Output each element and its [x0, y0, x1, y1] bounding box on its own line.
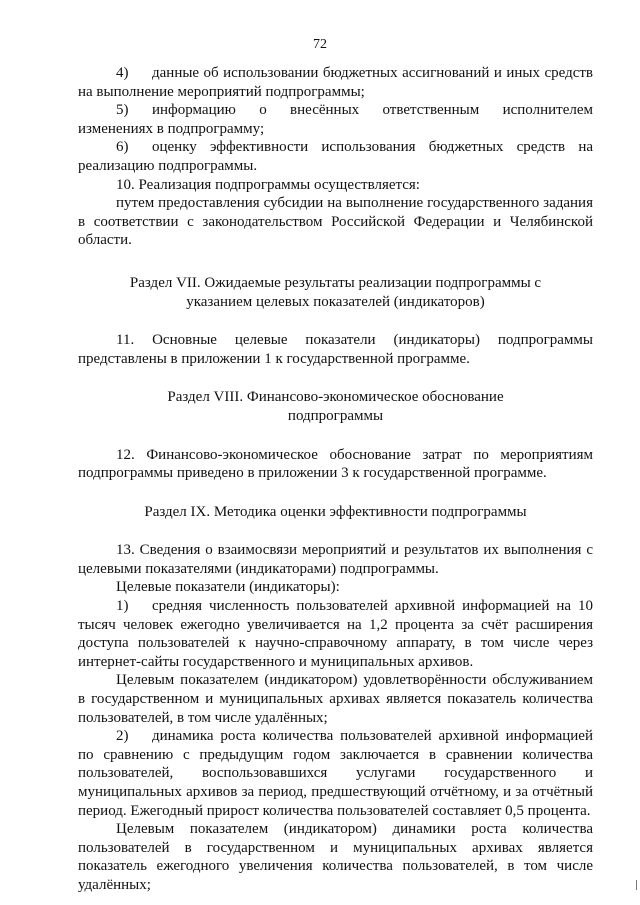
list-item-text: средняя численность пользователей архивной информацией на 10 тысяч человек ежегодно увеличивается на 1,2 процента за счёт расширения доступа пользователей к научно-справочному аппарату, в том числе через интернет-сайты государственного и муниципальных архивов.: [78, 598, 593, 670]
page-body: [78, 64, 593, 895]
scan-edge-mark: [636, 880, 637, 890]
list-item-number: 6): [116, 139, 129, 156]
page-number: 72: [313, 37, 327, 52]
list-item-number: 5): [116, 102, 129, 119]
paragraph-11: 11. Основные целевые показатели (индикаторы) подпрограммы представлены в приложении 1 к государственной программе.: [78, 332, 593, 367]
indicators-intro: Целевые показатели (индикаторы):: [116, 579, 340, 596]
list-item-5: [78, 101, 593, 138]
list-item-number: 4): [116, 65, 129, 81]
indicator-2-note: Целевым показателем (индикатором) динамики роста количества пользователей в государственном и муниципальных архивах является показатель ежегодного увеличения количества пользователей, в том числе удалённых;: [78, 821, 593, 893]
list-item-6: [78, 138, 593, 175]
list-item-text: динамика роста количества пользователей архивной информацией по сравнению с предыдущим годом заключается в сравнении количества пользователей, воспользовавшихся услугами государственного и муниципальных архивов за период, предшествующий отчётному, и за отчётный период. Ежегодный прирост количества пользователей составляет 0,5 процента.: [78, 728, 593, 819]
indicator-1-note: Целевым показателем (индикатором) удовлетворённости обслуживанием в государственном и муниципальных архивах является показатель количества пользователей, в том числе удалённых;: [78, 672, 593, 726]
section-7-title: Раздел VII. Ожидаемые результаты реализации подпрограммы с указанием целевых показателей (индикаторов): [129, 274, 542, 310]
paragraph-10-text: путем предоставления субсидии на выполнение государственного задания в соответствии с законодательством Российской Федерации и Челябинской области.: [78, 195, 593, 249]
indicator-1: [78, 597, 593, 671]
paragraph-12: 12. Финансово-экономическое обоснование затрат по мероприятиям подпрограммы приведено в приложении 3 к государственной программе.: [78, 446, 593, 482]
list-item-text: оценку эффективности использования бюджетных средств на реализацию подпрограммы.: [78, 139, 593, 174]
indicator-2: [78, 727, 593, 820]
list-item-4: [78, 64, 593, 101]
list-item-text: информацию о внесённых ответственным исполнителем изменениях в подпрограмму;: [78, 102, 593, 137]
list-item-number: 2): [116, 728, 129, 745]
list-item-number: 1): [116, 598, 129, 615]
list-item-text: данные об использовании бюджетных ассигнований и иных средств на выполнение мероприятий подпрограммы;: [78, 65, 593, 100]
paragraph-13: 13. Сведения о взаимосвязи мероприятий и результатов их выполнения с целевыми показателями (индикаторами) подпрограммы.: [78, 542, 593, 577]
paragraph-10-heading: 10. Реализация подпрограммы осуществляется:: [116, 176, 420, 193]
section-8-title: Раздел VIII. Финансово-экономическое обоснование подпрограммы: [167, 389, 504, 424]
section-9-title: Раздел IX. Методика оценки эффективности подпрограммы: [144, 503, 527, 520]
